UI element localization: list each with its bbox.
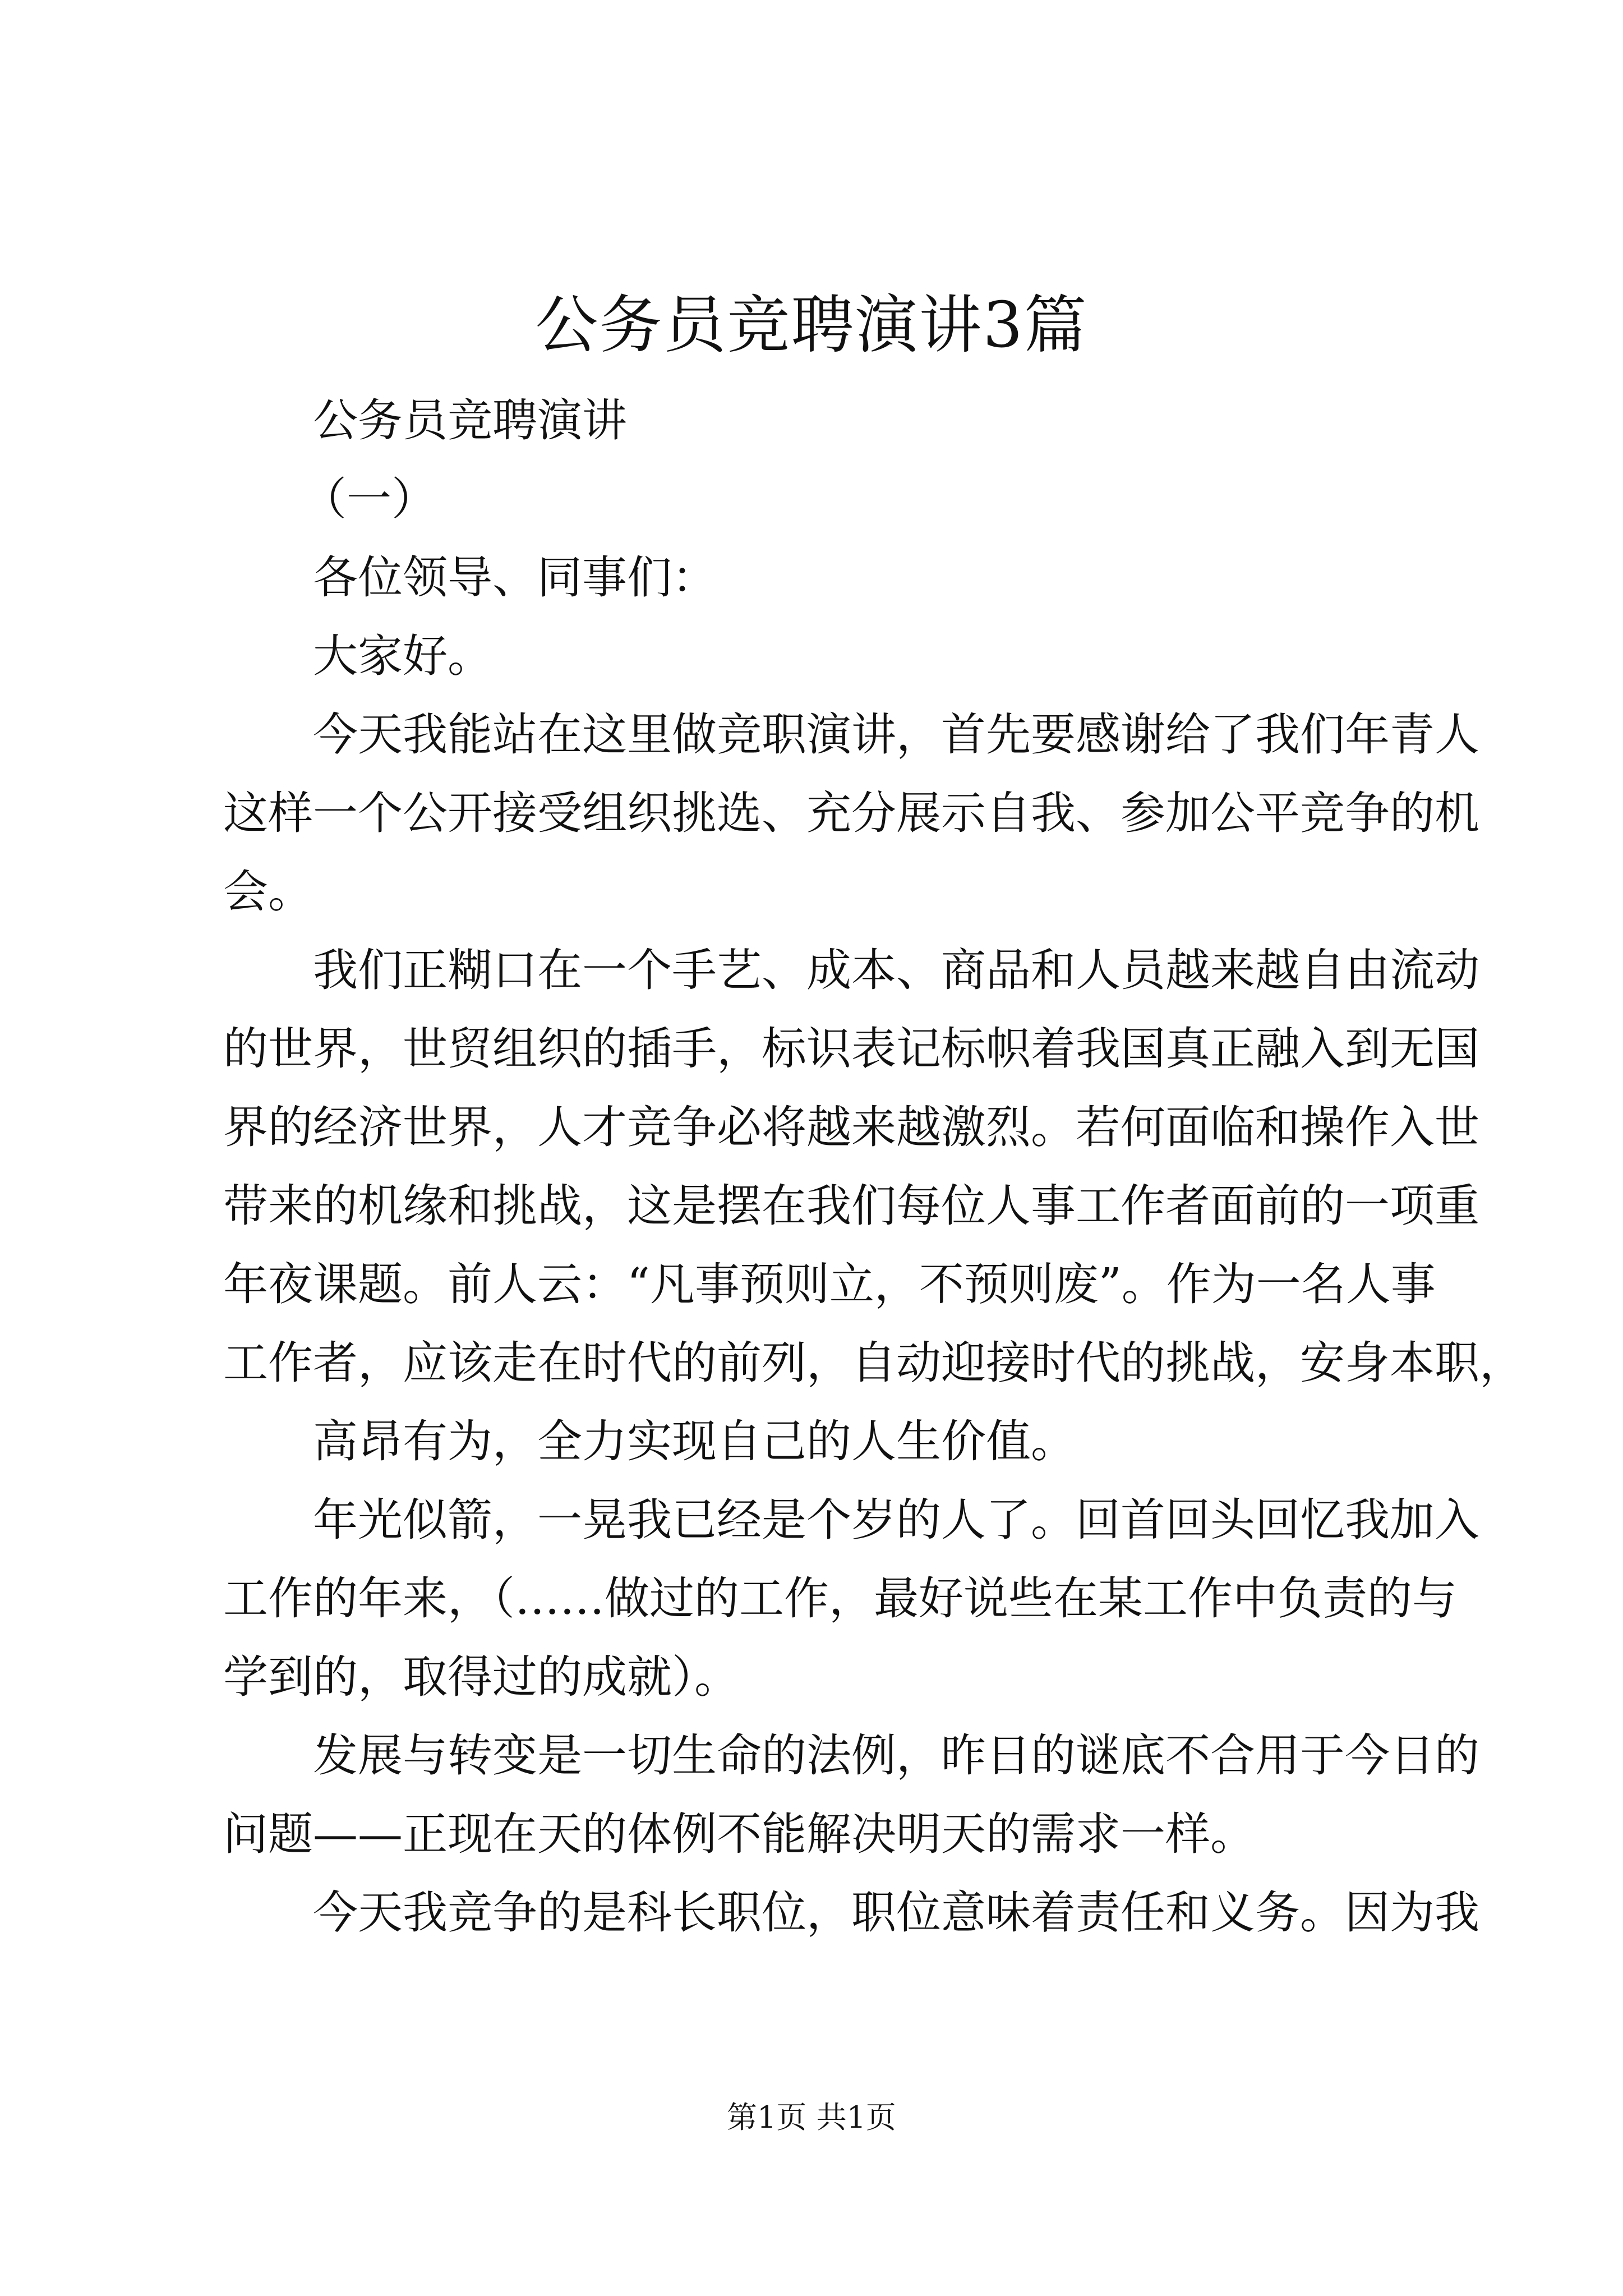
paragraph-line: 会。	[223, 866, 313, 918]
document-body	[223, 381, 1524, 1952]
document-title: 公务员竞聘演讲3篇	[535, 289, 1088, 362]
paragraph-line: 我们正糊口在一个手艺、成本、商品和人员越来越自由流动	[313, 944, 1479, 996]
paragraph-line: 界的经济世界，人才竞争必将越来越激烈。若何面临和操作入世	[223, 1101, 1479, 1153]
paragraph-line: 今天我竞争的是科长职位，职位意味着责任和义务。因为我	[313, 1887, 1479, 1939]
paragraph-line: 今天我能站在这里做竞职演讲，首先要感谢给了我们年青人	[313, 708, 1479, 761]
paragraph-line: 带来的机缘和挑战，这是摆在我们每位人事工作者面前的一项重	[223, 1180, 1479, 1232]
paragraph-line: 发展与转变是一切生命的法例，昨日的谜底不合用于今日的	[313, 1729, 1479, 1782]
salutation-line: 各位领导、同事们：	[313, 551, 717, 604]
greeting-line: 大家好。	[313, 630, 492, 682]
paragraph-line: 的世界，世贸组织的插手，标识表记标帜着我国真正融入到无国	[223, 1023, 1479, 1075]
paragraph-line: 工作的年来，（……做过的工作，最好说些在某工作中负责的与	[223, 1572, 1457, 1625]
subtitle-line: 公务员竞聘演讲	[313, 394, 627, 447]
paragraph-line: 高昂有为，全力实现自己的人生价值。	[313, 1415, 1076, 1467]
page-footer: 第1页 共1页	[727, 2100, 896, 2135]
paragraph-line: 这样一个公开接受组织挑选、充分展示自我、参加公平竞争的机	[223, 787, 1479, 839]
paragraph-line: 问题——正现在天的体例不能解决明天的需求一样。	[223, 1808, 1255, 1860]
paragraph-line: 年光似箭，一晃我已经是个岁的人了。回首回头回忆我加入	[313, 1494, 1479, 1546]
section-number-line: （一）	[302, 473, 436, 525]
paragraph-line: 学到的，取得过的成就）。	[223, 1651, 739, 1703]
paragraph-line: 工作者，应该走在时代的前列，自动迎接时代的挑战，安身本职，	[223, 1337, 1524, 1389]
paragraph-line: 年夜课题。前人云：“凡事预则立，不预则废”。作为一名人事	[223, 1258, 1436, 1310]
